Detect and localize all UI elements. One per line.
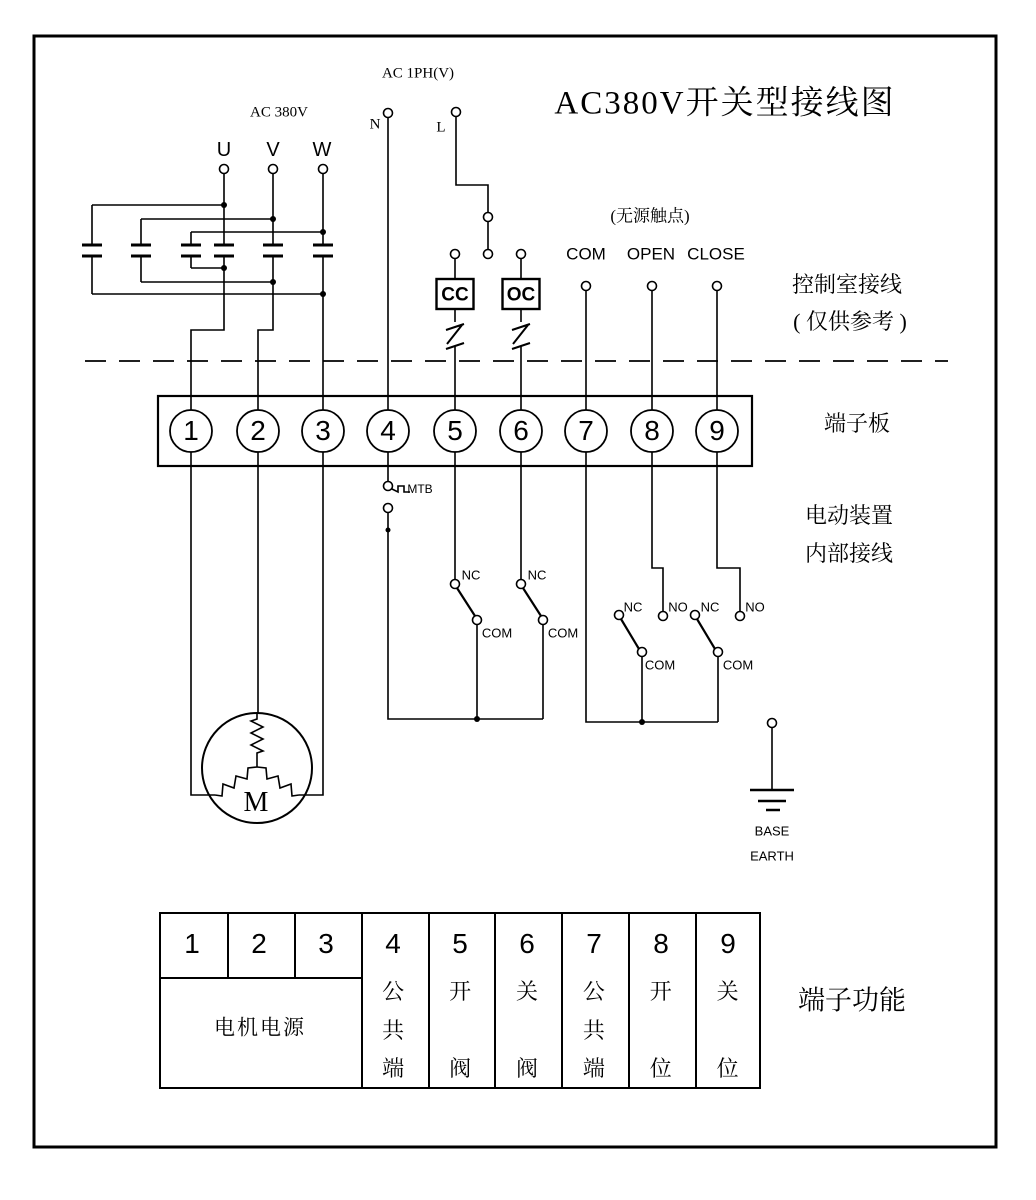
terminal-1: 1 <box>183 415 199 446</box>
table-col-9: 9 <box>720 928 736 959</box>
close-signal-label: CLOSE <box>687 244 745 264</box>
function-cell-7: 公 共 端 <box>582 979 605 1081</box>
table-col-2: 2 <box>251 928 267 959</box>
terminal-5: 5 <box>447 415 463 446</box>
internal-caption-1: 电动装置 <box>804 503 894 528</box>
capacitor-plates <box>82 245 333 256</box>
table-col-4: 4 <box>385 928 401 959</box>
neutral-label: N <box>369 116 381 133</box>
com-label-close-switch: COM <box>722 657 754 673</box>
nc-label-t6: NC <box>527 567 547 583</box>
phase-u-label: U <box>216 139 232 161</box>
terminal-2: 2 <box>250 415 266 446</box>
nc-label-open-switch: NC <box>623 599 643 615</box>
com-label-t5: COM <box>481 625 513 641</box>
earth-symbol <box>750 728 794 810</box>
table-col-5: 5 <box>452 928 468 959</box>
function-cell-6: 关 阀 <box>515 979 538 1081</box>
motor-power-cell: 电机电源 <box>214 1015 306 1040</box>
control-room-caption: 控制室接线 <box>791 272 903 297</box>
table-col-6: 6 <box>519 928 535 959</box>
table-divider <box>161 977 363 979</box>
diagram-title: AC380V开关型接线图 <box>554 85 896 122</box>
phase-wires <box>191 174 323 795</box>
table-col-3: 3 <box>318 928 334 959</box>
com-label-open-switch: COM <box>644 657 676 673</box>
internal-caption-2: 内部接线 <box>804 541 894 566</box>
terminal-3: 3 <box>315 415 331 446</box>
mtb-label: MTB <box>407 482 433 496</box>
three-phase-label: AC 380V <box>250 104 308 121</box>
com-label-t6: COM <box>547 625 579 641</box>
capacitor-bank-links <box>92 205 323 294</box>
terminal-4: 4 <box>380 415 396 446</box>
breaker-symbols <box>446 324 530 349</box>
function-cell-9: 关 位 <box>716 979 739 1081</box>
no-label-open-switch: NO <box>668 599 688 615</box>
function-cell-5: 开 阀 <box>449 979 472 1081</box>
terminal-8: 8 <box>644 415 660 446</box>
com-signal-label: COM <box>566 244 606 264</box>
signal-wires <box>477 291 740 722</box>
nc-label-close-switch: NC <box>700 599 720 615</box>
open-signal-label: OPEN <box>626 244 676 264</box>
passive-contact-note: (无源触点) <box>610 206 690 226</box>
earth-label-earth: EARTH <box>750 848 794 864</box>
table-col-7: 7 <box>586 928 602 959</box>
live-label: L <box>436 119 446 136</box>
function-cell-8: 开 位 <box>649 979 672 1081</box>
control-room-note: ( 仅供参考 ) <box>793 309 907 334</box>
table-divider <box>294 914 296 978</box>
phase-v-label: V <box>266 139 280 161</box>
single-phase-label: AC 1PH(V) <box>381 65 455 82</box>
function-table-caption: 端子功能 <box>798 985 906 1016</box>
cc-coil-label: CC <box>441 284 469 306</box>
table-col-8: 8 <box>653 928 669 959</box>
terminal-board-caption: 端子板 <box>823 411 891 436</box>
table-divider <box>227 914 229 978</box>
terminal-9: 9 <box>709 415 725 446</box>
oc-coil-label: OC <box>506 284 536 306</box>
nc-label-t5: NC <box>461 567 481 583</box>
motor-label: M <box>243 787 269 818</box>
junction-dots <box>221 202 645 725</box>
terminal-7: 7 <box>578 415 594 446</box>
function-cell-4: 公 共 端 <box>382 979 405 1081</box>
table-col-1: 1 <box>184 928 200 959</box>
no-label-close-switch: NO <box>745 599 765 615</box>
phase-w-label: W <box>312 139 332 161</box>
earth-label-base: BASE <box>754 823 790 839</box>
terminal-6: 6 <box>513 415 529 446</box>
